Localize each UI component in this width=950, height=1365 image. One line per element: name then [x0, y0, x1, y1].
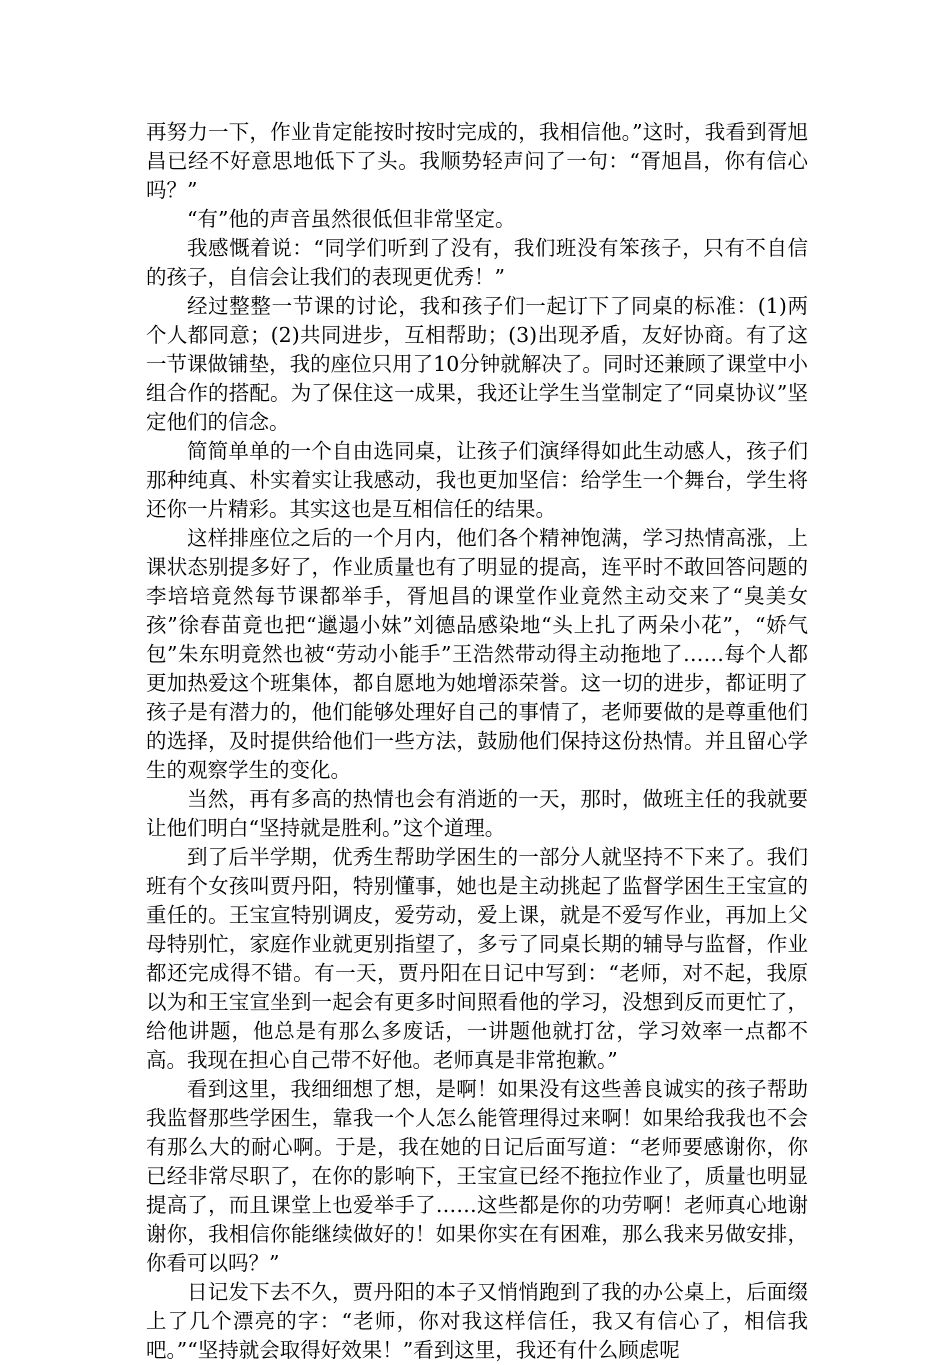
paragraph-9: 看到这里，我细细想了想，是啊！如果没有这些善良诚实的孩子帮助我监督那些学困生，靠我一个人怎么能管理得过来啊！如果给我我也不会有那么大的耐心啊。于是，我在她的日记后面写道：“老师要感谢你，你已经非常尽职了，在你的影响下，王宝宣已经不拖拉作业了，质量也明显提高了，而且课堂上也爱举手了……这些都是你的功劳啊！老师真心地谢谢你，我相信你能继续做好的！如果你实在有困难，那么我来另做安排，你看可以吗？” [146, 1077, 808, 1275]
paragraph-10: 日记发下去不久，贾丹阳的本子又悄悄跑到了我的办公桌上，后面缀上了几个漂亮的字：“老师，你对我这样信任，我又有信心了，相信我吧。”“坚持就会取得好效果！”看到这里，我还有什么顾虑呢 [146, 1280, 808, 1362]
paragraph-2: “有”他的声音虽然很低但非常坚定。 [187, 207, 516, 231]
paragraph-7: 当然，再有多高的热情也会有消逝的一天，那时，做班主任的我就要让他们明白“坚持就是胜利。”这个道理。 [146, 787, 808, 840]
paragraph-5: 简简单单的一个自由选同桌，让孩子们演绎得如此生动感人，孩子们那种纯真、朴实着实让我感动，我也更加坚信：给学生一个舞台，学生将还你一片精彩。其实这也是互相信任的结果。 [146, 439, 808, 521]
document-body [146, 118, 808, 1365]
paragraph-8: 到了后半学期，优秀生帮助学困生的一部分人就坚持不下来了。我们班有个女孩叫贾丹阳，特别懂事，她也是主动挑起了监督学困生王宝宣的重任的。王宝宣特别调皮，爱劳动，爱上课，就是不爱写作业，再加上父母特别忙，家庭作业就更别指望了，多亏了同桌长期的辅导与监督，作业都还完成得不错。有一天，贾丹阳在日记中写到：“老师，对不起，我原以为和王宝宣坐到一起会有更多时间照看他的学习，没想到反而更忙了，给他讲题，他总是有那么多废话，一讲题他就打岔，学习效率一点都不高。我现在担心自己带不好他。老师真是非常抱歉。” [146, 845, 808, 1072]
paragraph-1: 再努力一下，作业肯定能按时按时完成的，我相信他。”这时，我看到胥旭昌已经不好意思地低下了头。我顺势轻声问了一句：“胥旭昌，你有信心吗？” [146, 120, 808, 202]
paragraph-6: 这样排座位之后的一个月内，他们各个精神饱满，学习热情高涨，上课状态别提多好了，作业质量也有了明显的提高，连平时不敢回答问题的李培培竟然每节课都举手，胥旭昌的课堂作业竟然主动交来了“臭美女孩”徐春苗竟也把“邋遢小妹”刘德品感染地“头上扎了两朵小花”，“娇气包”朱东明竟然也被“劳动小能手”王浩然带动得主动拖地了……每个人都更加热爱这个班集体，都自愿地为她增添荣誉。这一切的进步，都证明了孩子是有潜力的，他们能够处理好自己的事情了，老师要做的是尊重他们的选择，及时提供给他们一些方法，鼓励他们保持这份热情。并且留心学生的观察学生的变化。 [146, 526, 808, 782]
paragraph-3: 我感慨着说：“同学们听到了没有，我们班没有笨孩子，只有不自信的孩子，自信会让我们的表现更优秀！” [146, 236, 808, 289]
paragraph-4: 经过整整一节课的讨论，我和孩子们一起订下了同桌的标准：(1)两个人都同意；(2)共同进步，互相帮助；(3)出现矛盾，友好协商。有了这一节课做铺垫，我的座位只用了10分钟就解决了。同时还兼顾了课堂中小组合作的搭配。为了保住这一成果，我还让学生当堂制定了“同桌协议”坚定他们的信念。 [146, 294, 808, 434]
